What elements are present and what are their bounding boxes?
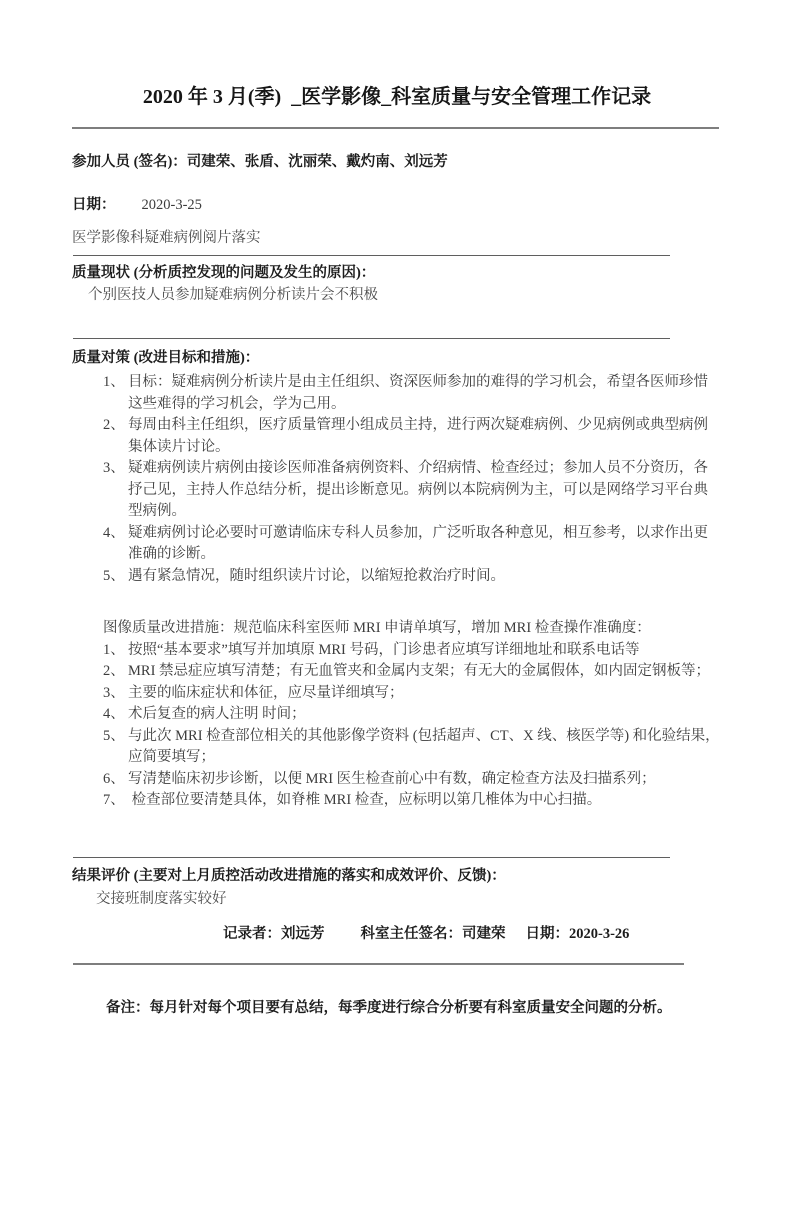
- list-item-text: 写清楚临床初步诊断，以便 MRI 医生检查前心中有数，确定检查方法及扫描系列；: [128, 770, 656, 787]
- divider: [73, 857, 670, 858]
- list-item: [103, 372, 722, 415]
- subject-line: 医学影像科疑难病例阅片落实: [72, 230, 261, 246]
- signature-row: [72, 924, 722, 946]
- evaluation-content: 交接班制度落实较好: [96, 891, 227, 907]
- list-item: [103, 640, 722, 662]
- countermeasures-list: [72, 372, 722, 587]
- list-item: [103, 769, 722, 791]
- divider: [73, 338, 670, 339]
- page-title: 2020 年 3 月(季) _医学影像_科室质量与安全管理工作记录: [142, 86, 652, 108]
- list-item-number: 4、: [103, 706, 125, 722]
- director-name: 司建荣: [462, 925, 506, 942]
- director-segment: [361, 926, 506, 942]
- recorder-label: 记录者：: [223, 925, 281, 942]
- footer-note: 备注：每月针对每个项目要有总结，每季度进行综合分析要有科室质量安全问题的分析。: [106, 1000, 672, 1016]
- signature-date-label: 日期：: [525, 925, 569, 942]
- list-item: [103, 790, 722, 812]
- list-item-number: 6、: [103, 770, 125, 787]
- list-item: [103, 523, 722, 566]
- list-item-number: 2、: [103, 417, 125, 433]
- list-item-text: 目标：疑难病例分析读片是由主任组织、资深医师参加的难得的学习机会，希望各医师珍惜这些难得的学习机会，学为己用。: [128, 374, 708, 412]
- list-item-text: 疑难病例读片病例由接诊医师准备病例资料、介绍病情、检查经过；参加人员不分资历，各抒己见，主持人作总结分析，提出诊断意见。病例以本院病例为主，可以是网络学习平台典型病例。: [128, 460, 708, 519]
- list-item-text: 按照“基本要求”填写并加填原 MRI 号码，门诊患者应填写详细地址和联系电话等: [128, 641, 640, 658]
- list-item-number: 1、: [103, 641, 125, 658]
- signature-date-segment: [526, 926, 630, 942]
- status-section-heading: 质量现状 (分析质控发现的问题及发生的原因)：: [72, 264, 376, 281]
- list-item-number: 1、: [103, 374, 125, 390]
- list-item-number: 2、: [103, 663, 125, 679]
- list-item-text: 术后复查的病人注明 时间；: [128, 706, 306, 722]
- divider: [72, 127, 719, 129]
- participants-label: 参加人员 (签名)：: [72, 154, 187, 170]
- signature-date-value: 2020-3-26: [569, 925, 630, 942]
- list-item: [103, 415, 722, 458]
- divider: [73, 963, 684, 965]
- list-item-text: 主要的临床症状和体征，应尽量详细填写；: [128, 684, 404, 701]
- image-quality-intro: 图像质量改进措施：规范临床科室医师 MRI 申请单填写，增加 MRI 检查操作准确度：: [103, 620, 651, 636]
- list-item: [103, 661, 722, 683]
- recorder-segment: [223, 926, 325, 942]
- list-item-text: MRI 禁忌症应填写清楚；有无血管夹和金属内支架；有无大的金属假体，如内固定钢板等；: [128, 663, 711, 679]
- list-item-text: 疑难病例讨论必要时可邀请临床专科人员参加，广泛听取各种意见，相互参考，以求作出更准确的诊断。: [128, 524, 708, 562]
- image-quality-list: [103, 640, 722, 812]
- list-item-text: 每周由科主任组织，医疗质量管理小组成员主持，进行两次疑难病例、少见病例或典型病例集体读片讨论。: [128, 417, 708, 455]
- divider: [73, 255, 670, 256]
- date-label: 日期：: [72, 196, 116, 213]
- list-item-text: 与此次 MRI 检查部位相关的其他影像学资料 (包括超声、CT、X 线、核医学等) 和化验结果，应简要填写；: [128, 727, 720, 765]
- status-content: 个别医技人员参加疑难病例分析读片会不积极: [88, 287, 378, 303]
- list-item-number: 7、: [103, 792, 125, 808]
- list-item-number: 5、: [103, 727, 125, 744]
- list-item: [103, 566, 722, 588]
- image-quality-section: [72, 618, 722, 812]
- list-item: [103, 683, 722, 705]
- document-page: [0, 84, 793, 1206]
- director-label: 科室主任签名：: [360, 925, 462, 942]
- list-item-number: 5、: [103, 567, 125, 584]
- evaluation-section-heading: 结果评价 (主要对上月质控活动改进措施的落实和成效评价、反馈)：: [72, 867, 506, 884]
- countermeasures-section-heading: 质量对策 (改进目标和措施)：: [72, 349, 260, 366]
- list-item-text: 检查部位要清楚具体，如脊椎 MRI 检查，应标明以第几椎体为中心扫描。: [128, 792, 602, 808]
- list-item: [103, 704, 722, 726]
- participants-names: 司建荣、张盾、沈丽荣、戴灼南、刘远芳: [186, 154, 448, 170]
- date-line: [72, 195, 722, 217]
- list-item: [103, 458, 722, 523]
- list-item-text: 遇有紧急情况，随时组织读片讨论，以缩短抢救治疗时间。: [128, 567, 505, 584]
- list-item-number: 3、: [103, 684, 125, 701]
- list-item-number: 3、: [103, 460, 125, 476]
- list-item-number: 4、: [103, 524, 125, 541]
- list-item: [103, 726, 722, 769]
- participants-line: [72, 152, 722, 174]
- recorder-name: 刘远芳: [281, 925, 325, 942]
- date-value: 2020-3-25: [141, 196, 202, 213]
